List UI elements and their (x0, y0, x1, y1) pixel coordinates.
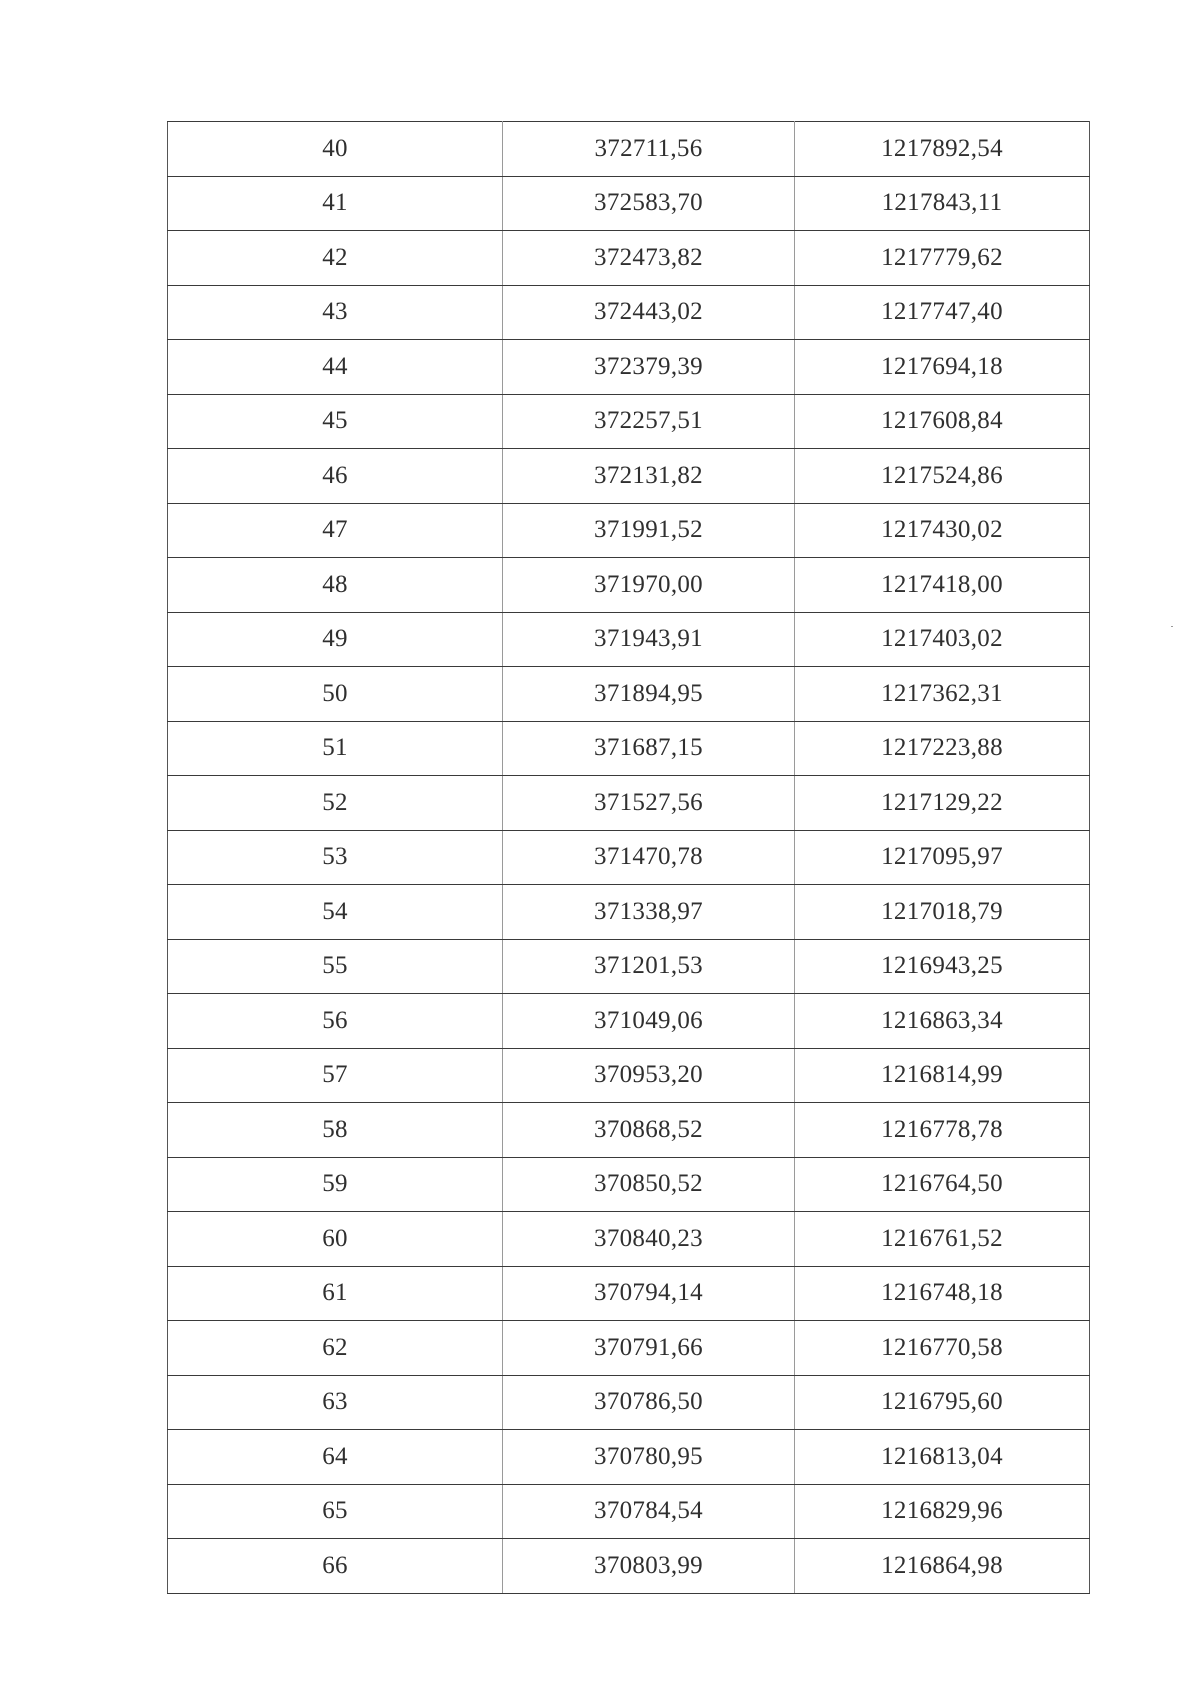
y-coordinate-cell: 1216814,99 (795, 1048, 1090, 1103)
y-coordinate-cell: 1217362,31 (795, 667, 1090, 722)
x-coordinate-cell: 370794,14 (503, 1266, 795, 1321)
y-coordinate-cell: 1217223,88 (795, 721, 1090, 776)
x-coordinate-cell: 370868,52 (503, 1103, 795, 1158)
table-row (168, 1266, 1090, 1321)
coordinates-table (167, 121, 1090, 1594)
x-coordinate-cell: 371527,56 (503, 776, 795, 831)
y-coordinate-cell: 1217403,02 (795, 612, 1090, 667)
point-number-cell: 46 (168, 449, 503, 504)
point-number-cell: 56 (168, 994, 503, 1049)
y-coordinate-cell: 1216770,58 (795, 1321, 1090, 1376)
y-coordinate-cell: 1217608,84 (795, 394, 1090, 449)
x-coordinate-cell: 372583,70 (503, 176, 795, 231)
table-row (168, 394, 1090, 449)
table-row (168, 122, 1090, 177)
point-number-cell: 66 (168, 1539, 503, 1594)
point-number-cell: 47 (168, 503, 503, 558)
y-coordinate-cell: 1216748,18 (795, 1266, 1090, 1321)
x-coordinate-cell: 371338,97 (503, 885, 795, 940)
y-coordinate-cell: 1217430,02 (795, 503, 1090, 558)
point-number-cell: 65 (168, 1484, 503, 1539)
point-number-cell: 43 (168, 285, 503, 340)
table-row (168, 667, 1090, 722)
y-coordinate-cell: 1217095,97 (795, 830, 1090, 885)
coordinates-table-body (168, 122, 1090, 1594)
x-coordinate-cell: 371687,15 (503, 721, 795, 776)
y-coordinate-cell: 1216795,60 (795, 1375, 1090, 1430)
table-row (168, 340, 1090, 395)
x-coordinate-cell: 370784,54 (503, 1484, 795, 1539)
point-number-cell: 44 (168, 340, 503, 395)
table-row (168, 176, 1090, 231)
table-row (168, 1484, 1090, 1539)
point-number-cell: 50 (168, 667, 503, 722)
x-coordinate-cell: 372131,82 (503, 449, 795, 504)
y-coordinate-cell: 1217418,00 (795, 558, 1090, 613)
point-number-cell: 57 (168, 1048, 503, 1103)
x-coordinate-cell: 370840,23 (503, 1212, 795, 1267)
y-coordinate-cell: 1216813,04 (795, 1430, 1090, 1485)
y-coordinate-cell: 1216864,98 (795, 1539, 1090, 1594)
x-coordinate-cell: 370780,95 (503, 1430, 795, 1485)
table-row (168, 1103, 1090, 1158)
table-row (168, 939, 1090, 994)
point-number-cell: 59 (168, 1157, 503, 1212)
point-number-cell: 60 (168, 1212, 503, 1267)
point-number-cell: 49 (168, 612, 503, 667)
table-row (168, 776, 1090, 831)
x-coordinate-cell: 372711,56 (503, 122, 795, 177)
x-coordinate-cell: 370953,20 (503, 1048, 795, 1103)
x-coordinate-cell: 372443,02 (503, 285, 795, 340)
point-number-cell: 63 (168, 1375, 503, 1430)
x-coordinate-cell: 371991,52 (503, 503, 795, 558)
table-row (168, 503, 1090, 558)
table-row (168, 721, 1090, 776)
y-coordinate-cell: 1217779,62 (795, 231, 1090, 286)
scan-speck (1171, 626, 1173, 627)
x-coordinate-cell: 371943,91 (503, 612, 795, 667)
table-row (168, 885, 1090, 940)
y-coordinate-cell: 1216764,50 (795, 1157, 1090, 1212)
x-coordinate-cell: 371470,78 (503, 830, 795, 885)
table-row (168, 1212, 1090, 1267)
x-coordinate-cell: 371894,95 (503, 667, 795, 722)
point-number-cell: 64 (168, 1430, 503, 1485)
x-coordinate-cell: 370791,66 (503, 1321, 795, 1376)
table-row (168, 1321, 1090, 1376)
table-row (168, 1375, 1090, 1430)
y-coordinate-cell: 1217129,22 (795, 776, 1090, 831)
table-row (168, 612, 1090, 667)
x-coordinate-cell: 371970,00 (503, 558, 795, 613)
point-number-cell: 58 (168, 1103, 503, 1158)
y-coordinate-cell: 1216778,78 (795, 1103, 1090, 1158)
point-number-cell: 41 (168, 176, 503, 231)
y-coordinate-cell: 1216829,96 (795, 1484, 1090, 1539)
y-coordinate-cell: 1217524,86 (795, 449, 1090, 504)
table-row (168, 285, 1090, 340)
point-number-cell: 48 (168, 558, 503, 613)
point-number-cell: 54 (168, 885, 503, 940)
point-number-cell: 51 (168, 721, 503, 776)
x-coordinate-cell: 371201,53 (503, 939, 795, 994)
x-coordinate-cell: 371049,06 (503, 994, 795, 1049)
table-row (168, 994, 1090, 1049)
point-number-cell: 45 (168, 394, 503, 449)
x-coordinate-cell: 372473,82 (503, 231, 795, 286)
table-row (168, 231, 1090, 286)
x-coordinate-cell: 370850,52 (503, 1157, 795, 1212)
x-coordinate-cell: 370803,99 (503, 1539, 795, 1594)
table-row (168, 1048, 1090, 1103)
y-coordinate-cell: 1216863,34 (795, 994, 1090, 1049)
x-coordinate-cell: 372257,51 (503, 394, 795, 449)
y-coordinate-cell: 1216943,25 (795, 939, 1090, 994)
x-coordinate-cell: 372379,39 (503, 340, 795, 395)
y-coordinate-cell: 1217747,40 (795, 285, 1090, 340)
y-coordinate-cell: 1216761,52 (795, 1212, 1090, 1267)
point-number-cell: 61 (168, 1266, 503, 1321)
table-row (168, 1539, 1090, 1594)
table-row (168, 449, 1090, 504)
y-coordinate-cell: 1217694,18 (795, 340, 1090, 395)
table-row (168, 558, 1090, 613)
table-row (168, 1157, 1090, 1212)
y-coordinate-cell: 1217892,54 (795, 122, 1090, 177)
y-coordinate-cell: 1217843,11 (795, 176, 1090, 231)
point-number-cell: 52 (168, 776, 503, 831)
point-number-cell: 53 (168, 830, 503, 885)
point-number-cell: 55 (168, 939, 503, 994)
x-coordinate-cell: 370786,50 (503, 1375, 795, 1430)
table-row (168, 830, 1090, 885)
y-coordinate-cell: 1217018,79 (795, 885, 1090, 940)
table-row (168, 1430, 1090, 1485)
point-number-cell: 42 (168, 231, 503, 286)
point-number-cell: 62 (168, 1321, 503, 1376)
point-number-cell: 40 (168, 122, 503, 177)
